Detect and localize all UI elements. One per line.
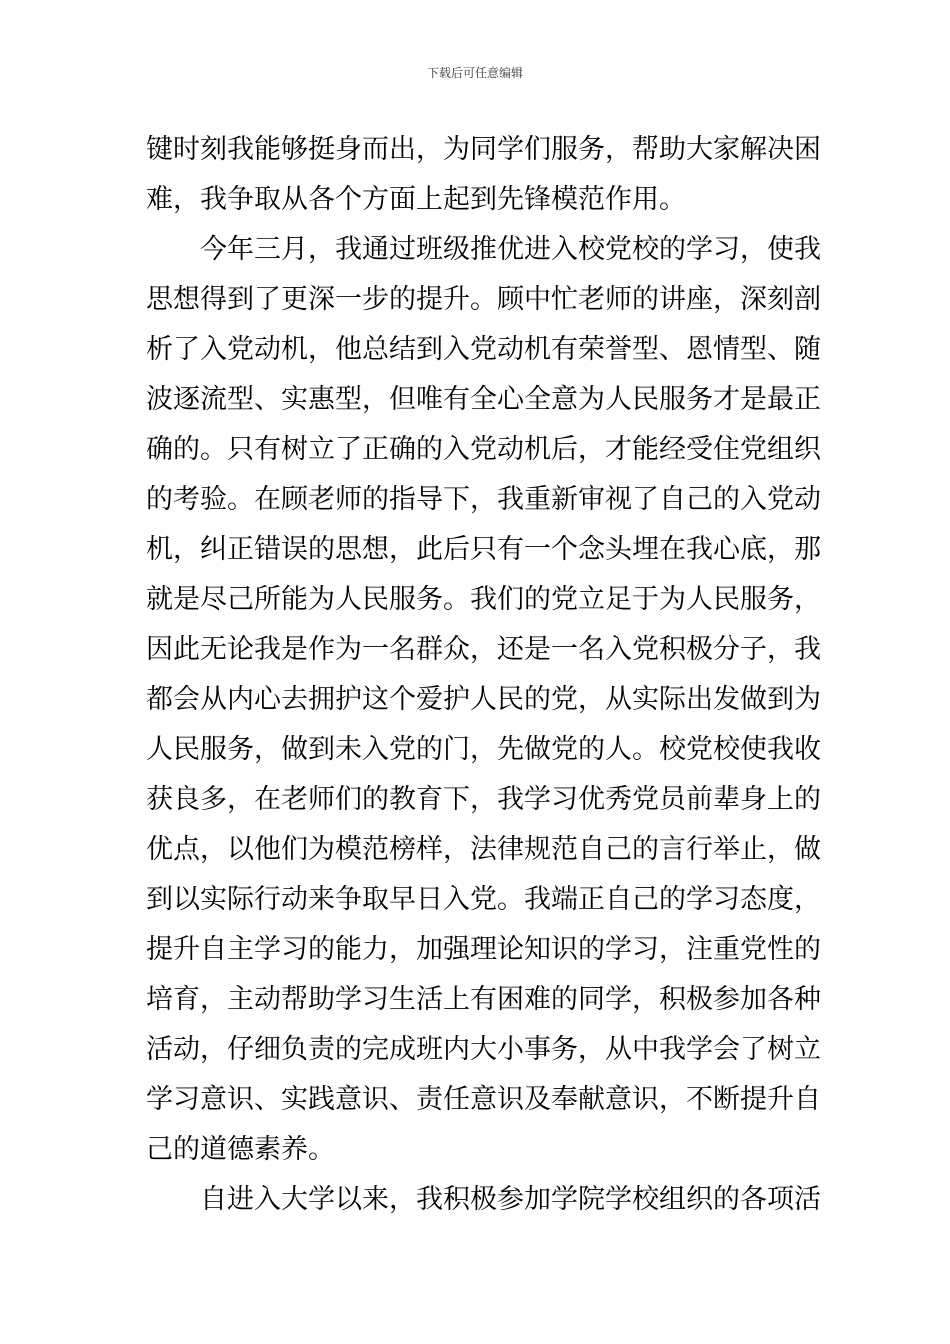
text-line: 己的道德素养。 — [146, 1134, 335, 1165]
text-line: 波逐流型、实惠型，但唯有全心全意为人民服务才是最正 — [146, 384, 821, 415]
text-line: 自进入大学以来，我积极参加学院学校组织的各项活 — [200, 1184, 821, 1215]
text-line: 到以实际行动来争取早日入党。我端正自己的学习态度， — [146, 884, 821, 915]
text-line: 确的。只有树立了正确的入党动机后，才能经受住党组织 — [146, 434, 821, 465]
text-line: 机，纠正错误的思想，此后只有一个念头埋在我心底，那 — [146, 534, 821, 565]
text-line: 活动，仔细负责的完成班内大小事务，从中我学会了树立 — [146, 1034, 821, 1065]
text-line: 键时刻我能够挺身而出，为同学们服务，帮助大家解决困 — [146, 134, 821, 165]
text-line: 获良多，在老师们的教育下，我学习优秀党员前辈身上的 — [146, 784, 821, 815]
text-line: 优点，以他们为模范榜样，法律规范自己的言行举止，做 — [146, 834, 821, 865]
text-line: 培育，主动帮助学习生活上有困难的同学，积极参加各种 — [146, 984, 821, 1015]
text-line: 的考验。在顾老师的指导下，我重新审视了自己的入党动 — [146, 484, 821, 515]
text-line: 难，我争取从各个方面上起到先锋模范作用。 — [146, 184, 686, 215]
text-line: 因此无论我是作为一名群众，还是一名入党积极分子，我 — [146, 634, 821, 665]
text-line: 就是尽己所能为人民服务。我们的党立足于为人民服务， — [146, 584, 821, 615]
page-header: 下载后可任意编辑 — [426, 66, 523, 80]
text-line: 析了入党动机，他总结到入党动机有荣誉型、恩情型、随 — [146, 334, 821, 365]
text-line: 学习意识、实践意识、责任意识及奉献意识，不断提升自 — [146, 1084, 821, 1115]
text-line: 提升自主学习的能力，加强理论知识的学习，注重党性的 — [146, 934, 821, 965]
text-line: 今年三月，我通过班级推优进入校党校的学习，使我 — [200, 234, 821, 265]
text-line: 都会从内心去拥护这个爱护人民的党，从实际出发做到为 — [146, 684, 821, 715]
text-line: 思想得到了更深一步的提升。顾中忙老师的讲座，深刻剖 — [146, 284, 821, 315]
text-line: 人民服务，做到未入党的门，先做党的人。校党校使我收 — [146, 734, 821, 765]
